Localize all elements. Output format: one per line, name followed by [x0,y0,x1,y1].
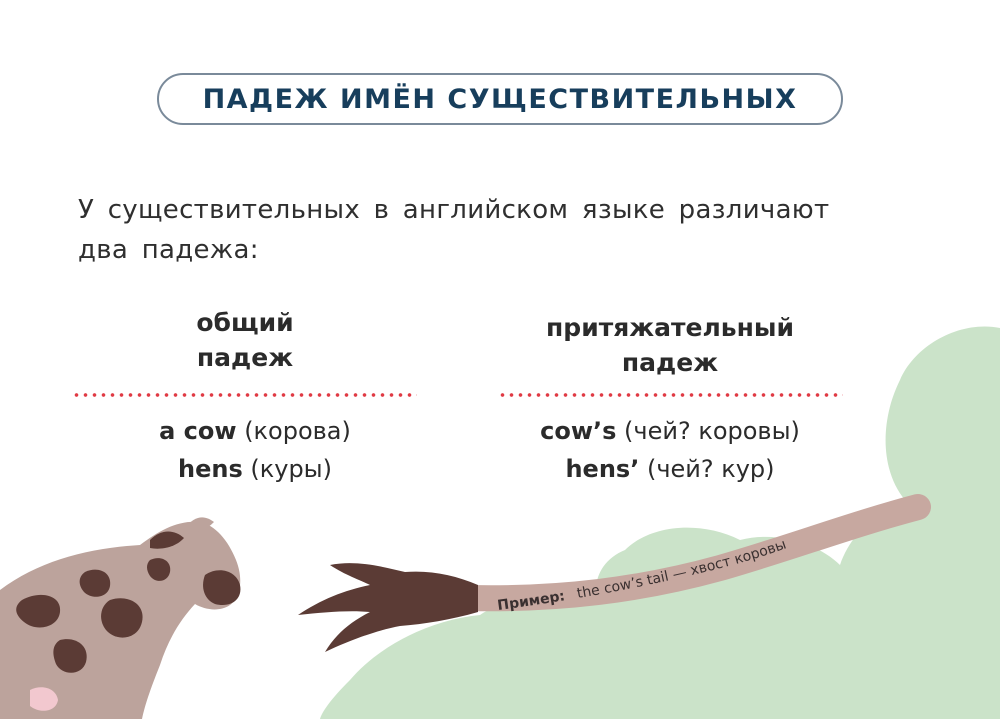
cow-illustration [0,517,240,719]
example-row [95,412,415,450]
example-word: cow’s [540,417,617,445]
example-word: hens’ [565,455,640,483]
common-case-examples [95,412,415,488]
intro-line-2: два падежа: [78,235,259,265]
common-case-heading-line-1: общий [196,308,294,337]
possessive-case-examples [505,412,835,488]
intro-line-1: У существительных в английском языке различают [78,195,830,225]
common-case-heading-line-2: падеж [196,343,294,372]
example-word: a cow [159,417,237,445]
intro-paragraph [78,190,878,270]
tail-example-label: Пример: [496,588,567,614]
tail-example-text: the cow’s tail — хвост коровы [575,536,789,602]
example-gloss: (куры) [250,455,332,483]
possessive-case-heading-line-1: притяжательный [546,313,794,342]
title-banner [157,73,843,125]
possessive-case-heading [510,310,830,380]
page-title: ПАДЕЖ ИМЁН СУЩЕСТВИТЕЛЬНЫХ [202,83,798,115]
example-row [505,450,835,488]
example-gloss: (корова) [244,417,351,445]
dotted-divider-left [72,392,417,398]
dotted-divider-right [498,392,843,398]
example-word: hens [178,455,243,483]
common-case-heading [145,305,345,375]
possessive-case-heading-line-2: падеж [621,348,719,377]
example-row [95,450,415,488]
example-row [505,412,835,450]
example-gloss: (чей? коровы) [624,417,800,445]
example-gloss: (чей? кур) [646,455,775,483]
